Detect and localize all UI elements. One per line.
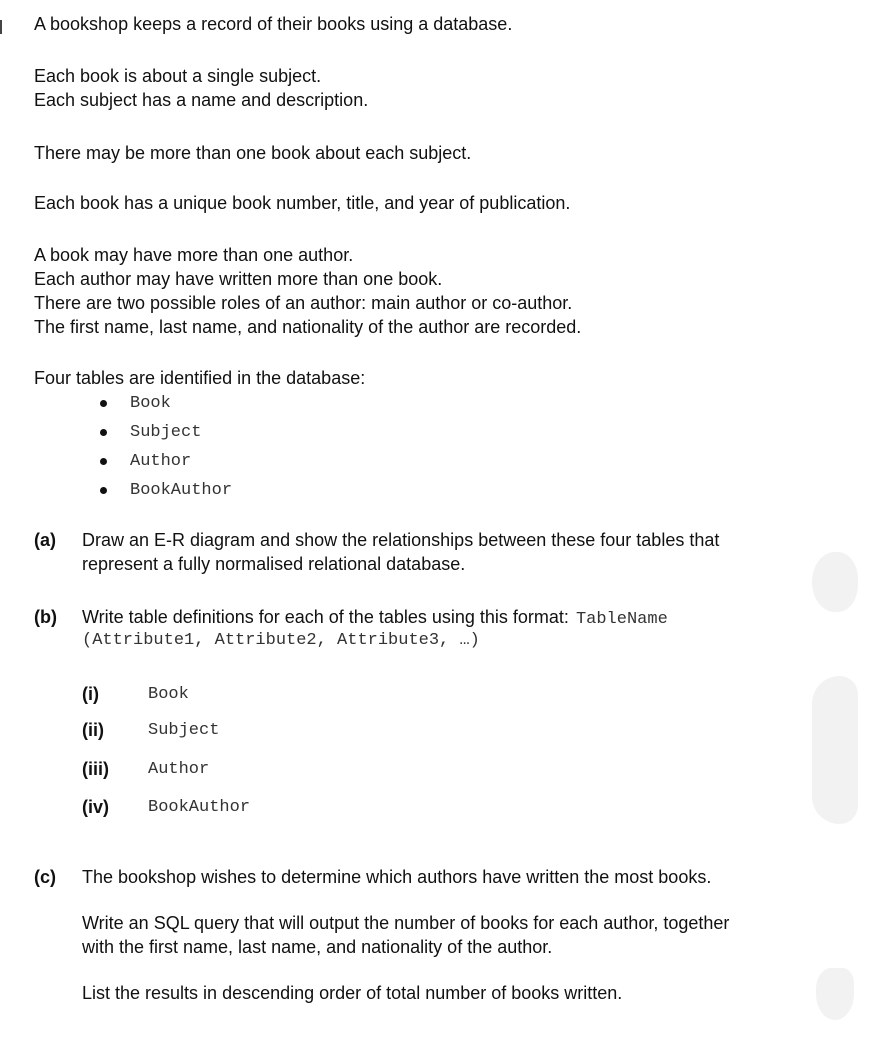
part-a-label: (a) — [34, 530, 56, 550]
subpart-label: (iv) — [82, 797, 109, 817]
subpart-table: BookAuthor — [148, 798, 251, 817]
subpart-label: (i) — [82, 684, 99, 704]
intro-line-4: There may be more than one book about each subject. — [34, 143, 472, 163]
bullet-icon — [100, 487, 107, 494]
intro-line-8: There are two possible roles of an author: main author or co-author. — [34, 293, 573, 313]
table-list-item: BookAuthor — [130, 481, 233, 500]
subpart-label: (ii) — [82, 720, 104, 740]
intro-line-1: A bookshop keeps a record of their books using a database. — [34, 14, 513, 34]
subpart-table: Subject — [148, 721, 220, 740]
part-b-format-attrs: (Attribute1, Attribute2, Attribute3, …) — [82, 631, 480, 650]
margin-smudge — [816, 968, 854, 1020]
part-c-line-3: with the first name, last name, and nationality of the author. — [82, 937, 553, 957]
bullet-icon — [100, 458, 107, 465]
bullet-icon — [100, 429, 107, 436]
table-list-item: Subject — [130, 423, 202, 442]
part-c-label: (c) — [34, 867, 56, 887]
part-b-instruction: Write table definitions for each of the tables using this format: — [82, 607, 569, 627]
table-list-item: Author — [130, 452, 192, 471]
intro-line-5: Each book has a unique book number, title, and year of publication. — [34, 193, 571, 213]
part-b-line-1 — [82, 606, 668, 631]
tables-intro: Four tables are identified in the database: — [34, 368, 366, 388]
part-b-format-name: TableName — [575, 610, 668, 629]
margin-smudge — [812, 552, 858, 612]
subpart-table: Author — [148, 760, 210, 779]
part-a-line-2: represent a fully normalised relational database. — [82, 554, 466, 574]
part-b-label: (b) — [34, 607, 57, 627]
part-c-line-4: List the results in descending order of total number of books written. — [82, 983, 623, 1003]
intro-line-6: A book may have more than one author. — [34, 245, 354, 265]
part-c-line-2: Write an SQL query that will output the number of books for each author, together — [82, 913, 730, 933]
margin-smudge — [812, 676, 858, 824]
intro-line-3: Each subject has a name and description. — [34, 90, 369, 110]
subpart-table: Book — [148, 685, 189, 704]
intro-line-2: Each book is about a single subject. — [34, 66, 322, 86]
table-list-item: Book — [130, 394, 171, 413]
bullet-icon — [100, 400, 107, 407]
question-number-marker — [0, 20, 2, 34]
part-c-line-1: The bookshop wishes to determine which authors have written the most books. — [82, 867, 712, 887]
subpart-label: (iii) — [82, 759, 109, 779]
part-a-line-1: Draw an E-R diagram and show the relationships between these four tables that — [82, 530, 720, 550]
intro-line-7: Each author may have written more than one book. — [34, 269, 443, 289]
intro-line-9: The first name, last name, and nationality of the author are recorded. — [34, 317, 582, 337]
